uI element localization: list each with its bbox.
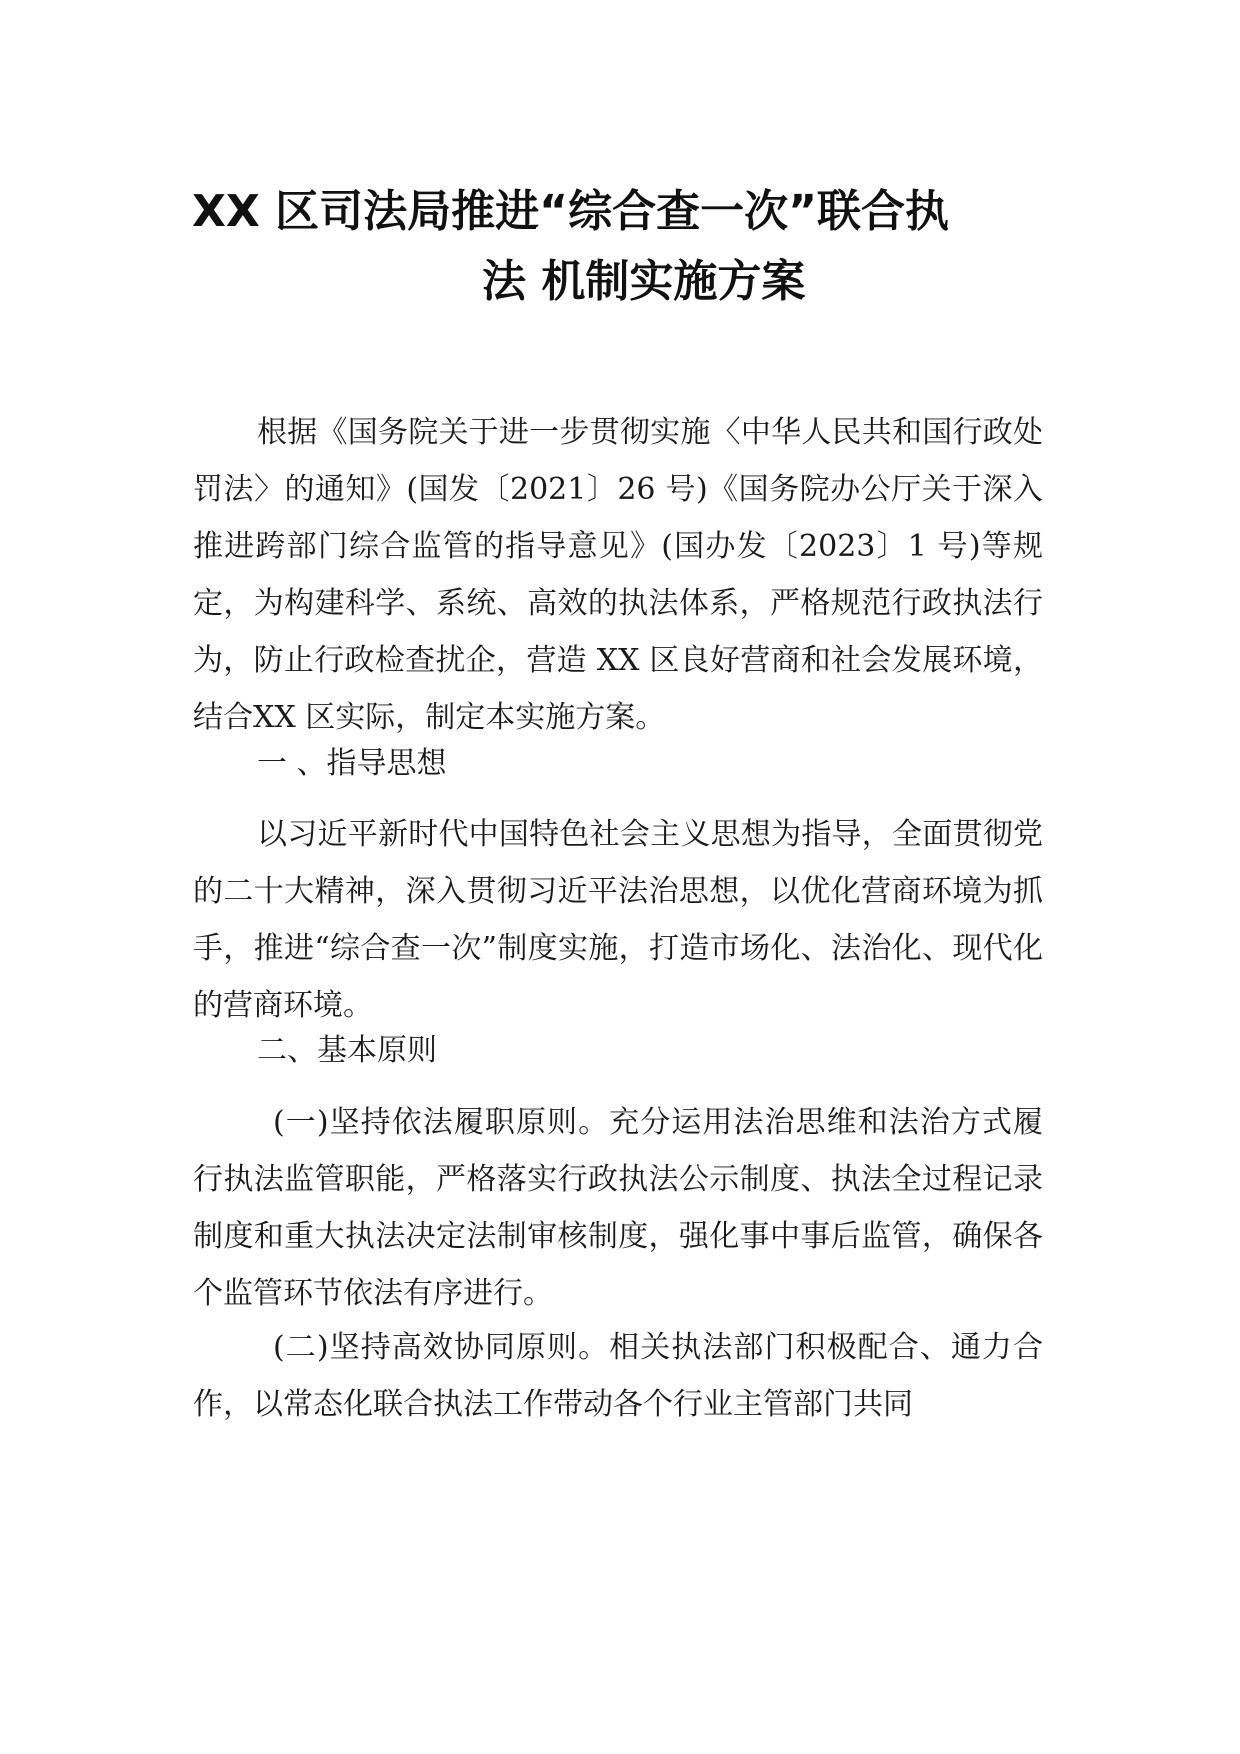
intro-paragraph: 根据《国务院关于进一步贯彻实施〈中华人民共和国行政处罚法〉的通知》(国发〔2021〕26 号)《国务院办公厅关于深入推进跨部门综合监管的指导意见》(国办发〔2023〕1 号)等规定，为构建科学、系统、高效的执法体系，严格规范行政执法行为，防止行政检查扰企，营造 XX 区良好营商和社会发展环境，结合XX 区实际，制定本实施方案。 <box>193 415 1043 735</box>
document-title-line-2: 法 机制实施方案 <box>482 256 806 307</box>
guiding-ideology-paragraph: 以习近平新时代中国特色社会主义思想为指导，全面贯彻党的二十大精神，深入贯彻习近平法治思想，以优化营商环境为抓手，推进“综合查一次”制度实施，打造市场化、法治化、现代化的营商环境。 <box>193 817 1043 1023</box>
section-heading-basic-principles: 二、基本原则 <box>257 1033 437 1068</box>
principle-paragraph-1: (一)坚持依法履职原则。充分运用法治思维和法治方式履行执法监管职能，严格落实行政执法公示制度、执法全过程记录制度和重大执法决定法制审核制度，强化事中事后监管，确保各个监管环节依法有序进行。 <box>193 1105 1043 1311</box>
principle-paragraph-2: (二)坚持高效协同原则。相关执法部门积极配合、通力合作，以常态化联合执法工作带动各个行业主管部门共同 <box>193 1330 1043 1422</box>
section-heading-guiding-ideology: 一 、指导思想 <box>257 746 447 781</box>
document-title-line-1: XX 区司法局推进“综合查一次”联合执 <box>192 186 950 237</box>
